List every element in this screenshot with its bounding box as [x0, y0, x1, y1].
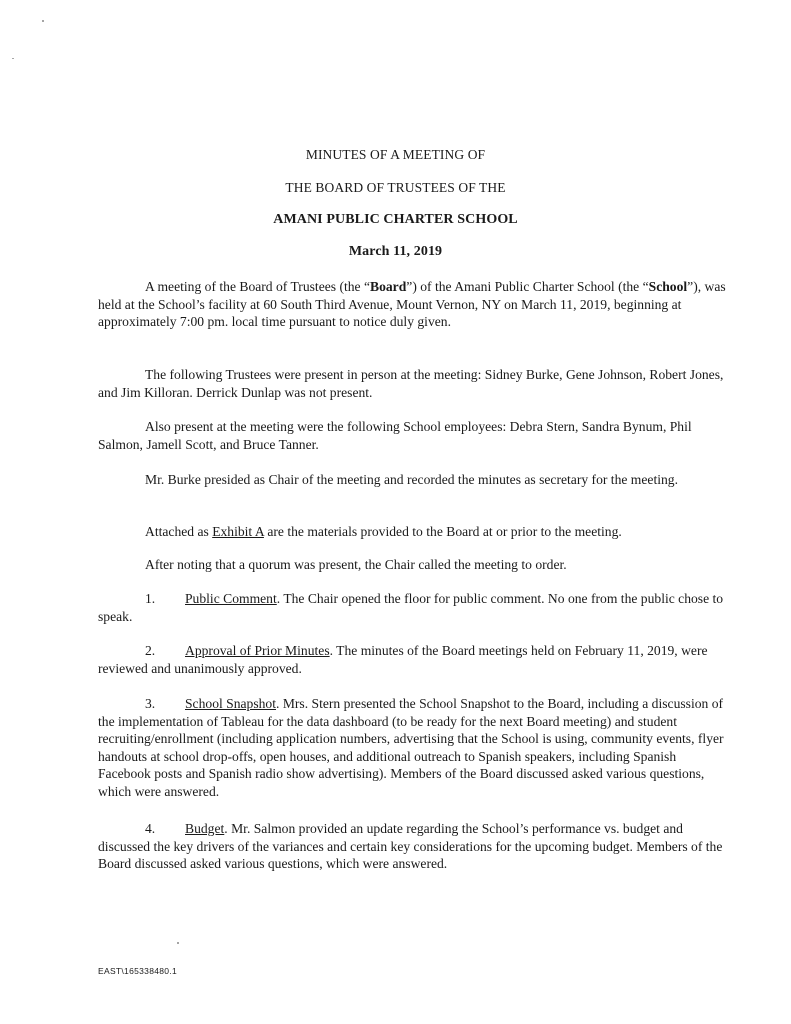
agenda-item: 4. Budget. Mr. Salmon provided an update regarding the School’s performance vs. budget and discussed the key drivers of the variances and certain key considerations for the upcoming budget. Members of the Board discussed asked various questions, which were answered. — [98, 821, 723, 872]
school-term: School — [648, 279, 688, 294]
item-title: Public Comment — [185, 591, 277, 606]
board-term: Board — [370, 279, 407, 294]
item-title: School Snapshot — [185, 696, 277, 711]
agenda-item: 1. Public Comment. The Chair opened the floor for public comment. No one from the public chose to speak. — [98, 591, 724, 624]
heading-line-1: MINUTES OF A MEETING OF — [305, 147, 486, 162]
chair-paragraph: Mr. Burke presided as Chair of the meeting and recorded the minutes as secretary for the meeting. — [145, 472, 678, 487]
item-title: Approval of Prior Minutes — [185, 643, 330, 658]
heading-line-2: THE BOARD OF TRUSTEES OF THE — [285, 180, 506, 195]
exhibit-paragraph: Attached as Exhibit A are the materials provided to the Board at or prior to the meeting. — [145, 524, 622, 539]
intro-paragraph: A meeting of the Board of Trustees (the “Board”) of the Amani Public Charter School (the “School”), was held at the School’s facility at 60 South Third Avenue, Mount Vernon, NY on March 11, 2019, beginning at approximately 7:00 pm. local time pursuant to notice duly given. — [98, 279, 726, 330]
quorum-paragraph: After noting that a quorum was present, the Chair called the meeting to order. — [145, 557, 567, 572]
school-name-heading: AMANI PUBLIC CHARTER SCHOOL — [273, 212, 518, 227]
trustees-present-paragraph: The following Trustees were present in person at the meeting: Sidney Burke, Gene Johnson, Robert Jones, and Jim Killoran. Derrick Dunlap was not present. — [98, 367, 724, 400]
document-id-footer: EAST\165338480.1 — [98, 966, 177, 976]
scan-speck — [42, 20, 44, 22]
item-number: 3. — [145, 696, 156, 711]
employees-present-paragraph: Also present at the meeting were the following School employees: Debra Stern, Sandra Bynum, Phil Salmon, Jamell Scott, and Bruce Tanner. — [98, 419, 692, 452]
scan-speck — [12, 58, 14, 59]
exhibit-a-reference: Exhibit A — [212, 524, 264, 539]
scan-speck — [177, 942, 179, 944]
item-title: Budget — [185, 821, 225, 836]
agenda-item: 3. School Snapshot. Mrs. Stern presented the School Snapshot to the Board, including a discussion of the implementation of Tableau for the data dashboard (to be ready for the next Board meeting) and student recruiting/enrollment (including application numbers, advertising that the School is using, community events, flyer handouts at school drop-offs, open houses, and additional outreach to Spanish speakers, including Spanish Facebook posts and Spanish radio show advertising). Members of the Board discussed asked various questions, which were answered. — [98, 696, 724, 799]
item-number: 2. — [145, 643, 156, 658]
item-number: 1. — [145, 591, 156, 606]
item-number: 4. — [145, 821, 156, 836]
agenda-item: 2. Approval of Prior Minutes. The minutes of the Board meetings held on February 11, 2019, were reviewed and unanimously approved. — [98, 643, 708, 676]
meeting-date: March 11, 2019 — [348, 244, 443, 259]
